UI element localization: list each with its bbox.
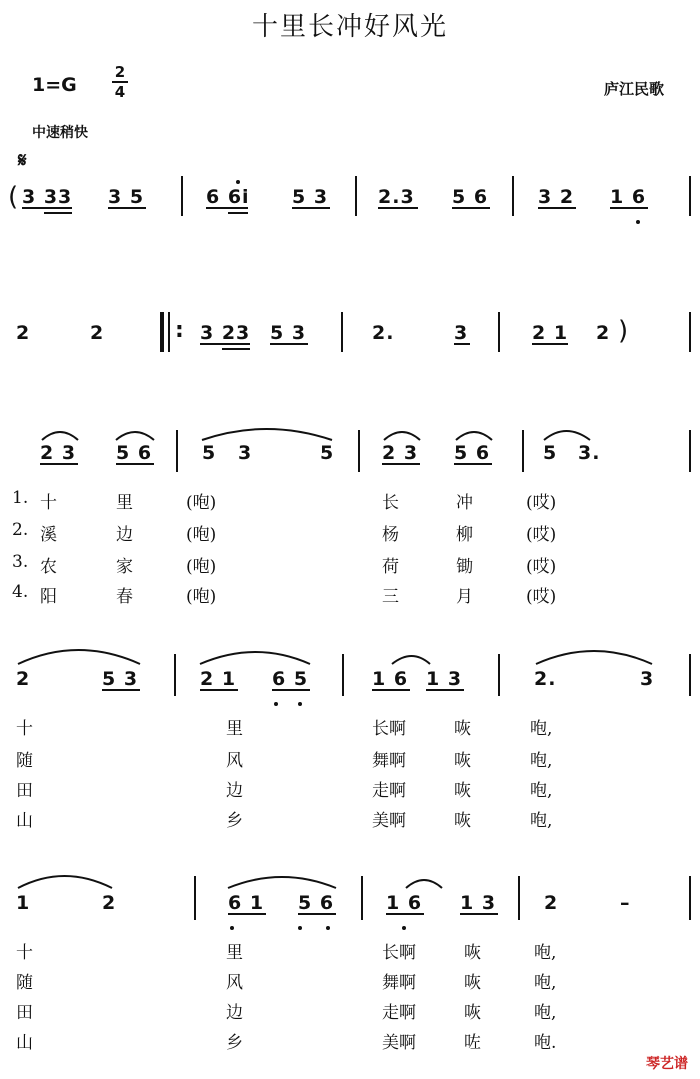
slur-mark bbox=[18, 876, 112, 888]
barline bbox=[194, 876, 196, 920]
lyric-word: 咴 bbox=[454, 811, 471, 831]
note-group: 2 1 bbox=[532, 322, 569, 344]
lyric-word: 农 bbox=[40, 557, 57, 577]
lyric-word: 三 bbox=[382, 587, 399, 607]
lyric-word: 阳 bbox=[40, 587, 57, 607]
note-group: 5 bbox=[202, 442, 217, 464]
lyric-word: 边 bbox=[116, 525, 133, 545]
lyric-word: 十 bbox=[40, 493, 57, 513]
lyric-word: 边 bbox=[226, 781, 243, 801]
lyric-word: 咆. bbox=[534, 1033, 557, 1053]
lyric-word: 柳 bbox=[456, 525, 473, 545]
note-group: 3 2 bbox=[538, 186, 575, 208]
verse-number: 2. bbox=[12, 520, 29, 540]
lyric-word: 十 bbox=[16, 943, 33, 963]
lyric-word: 咆, bbox=[534, 943, 557, 963]
barline bbox=[498, 654, 500, 696]
note-group: 5 bbox=[320, 442, 335, 464]
lyric-word: 咆, bbox=[530, 781, 553, 801]
lyric-word: 咴 bbox=[454, 751, 471, 771]
note-group: 2. bbox=[534, 668, 557, 690]
lyric-word: 长 bbox=[382, 493, 399, 513]
lyric-word: 走啊 bbox=[372, 781, 406, 801]
lyric-word: (咆) bbox=[186, 493, 217, 513]
slur-mark bbox=[200, 652, 310, 664]
note-group: 1 6 bbox=[386, 892, 423, 914]
note-group: 5 6 bbox=[452, 186, 489, 208]
score-title: 十里长冲好风光 bbox=[251, 12, 448, 42]
lyric-word: (哎) bbox=[526, 587, 557, 607]
slur-mark bbox=[544, 431, 590, 440]
barline bbox=[176, 430, 178, 472]
lyric-word: 咆, bbox=[530, 751, 553, 771]
song-source: 庐江民歌 bbox=[603, 80, 664, 98]
lyric-word: 舞啊 bbox=[382, 973, 416, 993]
barline bbox=[518, 876, 520, 920]
lyric-word: 月 bbox=[456, 587, 473, 607]
note-group: 2 3 bbox=[382, 442, 419, 464]
slur-mark bbox=[202, 429, 332, 440]
lyric-word: 咆, bbox=[530, 811, 553, 831]
note-group: 3 bbox=[238, 442, 253, 464]
barline bbox=[181, 176, 183, 216]
lyric-word: 随 bbox=[16, 751, 33, 771]
note-group: 5 3 bbox=[102, 668, 139, 690]
octave-dot-high bbox=[236, 180, 240, 184]
barline bbox=[689, 312, 691, 352]
verse-number: 1. bbox=[12, 488, 29, 508]
lyric-word: 家 bbox=[116, 557, 133, 577]
slur-mark bbox=[228, 877, 336, 888]
barline bbox=[689, 876, 691, 920]
note-group: 5 bbox=[543, 442, 558, 464]
lyric-word: 咴 bbox=[464, 1003, 481, 1023]
slur-mark bbox=[18, 650, 140, 664]
octave-dot-low bbox=[298, 926, 302, 930]
lyric-word: 走啊 bbox=[382, 1003, 416, 1023]
lyric-word: 美啊 bbox=[382, 1033, 416, 1053]
note-group: 2 3 bbox=[40, 442, 77, 464]
lyric-word: 里 bbox=[226, 943, 243, 963]
octave-dot-low bbox=[298, 702, 302, 706]
slur-mark bbox=[116, 432, 154, 440]
note-group: 1 3 bbox=[426, 668, 463, 690]
note-group: 5 3 bbox=[270, 322, 307, 344]
note-group: 3 23 bbox=[200, 322, 251, 344]
note-group: 5 6 bbox=[454, 442, 491, 464]
note-group: 3 5 bbox=[108, 186, 145, 208]
lyric-word: 乡 bbox=[226, 811, 243, 831]
lyric-word: 山 bbox=[16, 1033, 33, 1053]
lyric-word: 长啊 bbox=[372, 719, 406, 739]
lyric-word: 春 bbox=[116, 587, 133, 607]
octave-dot-low bbox=[636, 220, 640, 224]
slur-mark bbox=[456, 432, 492, 440]
barline bbox=[689, 654, 691, 696]
barline bbox=[512, 176, 514, 216]
barline bbox=[355, 176, 357, 216]
note-group: 3 bbox=[454, 322, 469, 344]
note-group: 5 6 bbox=[116, 442, 153, 464]
note-group: 2 1 bbox=[200, 668, 237, 690]
segno-icon: 𝄋 bbox=[18, 148, 27, 172]
octave-dot-low bbox=[402, 926, 406, 930]
lyric-word: (咆) bbox=[186, 557, 217, 577]
note-group: 2.3 bbox=[378, 186, 415, 208]
lyric-word: (哎) bbox=[526, 493, 557, 513]
lyric-word: 乡 bbox=[226, 1033, 243, 1053]
note-group: 6 5 bbox=[272, 668, 309, 690]
lyric-word: 溪 bbox=[40, 525, 57, 545]
octave-dot-low bbox=[230, 926, 234, 930]
lyric-word: 山 bbox=[16, 811, 33, 831]
note-group: 2 bbox=[16, 668, 31, 690]
key-signature: 1=G bbox=[32, 74, 77, 96]
lyric-word: 美啊 bbox=[372, 811, 406, 831]
lyric-word: (咆) bbox=[186, 525, 217, 545]
note-group: 2 bbox=[596, 322, 611, 344]
octave-dot-low bbox=[274, 702, 278, 706]
note-group: 1 3 bbox=[460, 892, 497, 914]
lyric-word: 咆, bbox=[534, 973, 557, 993]
lyric-word: 咆, bbox=[530, 719, 553, 739]
lyric-word: 咴 bbox=[464, 973, 481, 993]
lyric-word: (哎) bbox=[526, 525, 557, 545]
time-sig-bottom: 4 bbox=[114, 83, 126, 101]
note-group: 3. bbox=[578, 442, 601, 464]
note-group: 6 1 bbox=[228, 892, 265, 914]
note-group: 3 33 bbox=[22, 186, 73, 208]
repeat-barline-thick bbox=[160, 312, 164, 352]
note-group: 2 bbox=[90, 322, 105, 344]
lyric-word: 锄 bbox=[456, 557, 473, 577]
watermark-logo: 琴艺谱 bbox=[646, 1056, 688, 1072]
note-group: 3 bbox=[640, 668, 655, 690]
repeat-barline-thin bbox=[168, 312, 170, 352]
slur-mark bbox=[392, 656, 430, 664]
note-group: 2. bbox=[372, 322, 395, 344]
lyric-word: 里 bbox=[226, 719, 243, 739]
barline bbox=[358, 430, 360, 472]
note-group: 6 6i bbox=[206, 186, 250, 208]
note-group: 2 bbox=[16, 322, 31, 344]
note-group: 5 3 bbox=[292, 186, 329, 208]
lyric-word: 边 bbox=[226, 1003, 243, 1023]
barline bbox=[361, 876, 363, 920]
lyric-word: 咴 bbox=[454, 719, 471, 739]
lyric-word: 风 bbox=[226, 973, 243, 993]
note-group: 1 bbox=[16, 892, 31, 914]
lyric-word: 舞啊 bbox=[372, 751, 406, 771]
barline bbox=[174, 654, 176, 696]
barline bbox=[341, 312, 343, 352]
repeat-dots: : bbox=[175, 318, 184, 343]
barline bbox=[498, 312, 500, 352]
time-signature bbox=[112, 64, 128, 100]
note-group: 1 6 bbox=[610, 186, 647, 208]
verse-number: 4. bbox=[12, 582, 29, 602]
note-group: 5 6 bbox=[298, 892, 335, 914]
lyric-word: (哎) bbox=[526, 557, 557, 577]
lyric-word: 荷 bbox=[382, 557, 399, 577]
slur-mark bbox=[384, 432, 420, 440]
open-paren: ( bbox=[8, 182, 19, 212]
lyric-word: 里 bbox=[116, 493, 133, 513]
note-group: 1 6 bbox=[372, 668, 409, 690]
lyric-word: 冲 bbox=[456, 493, 473, 513]
octave-dot-low bbox=[326, 926, 330, 930]
close-paren: ) bbox=[618, 316, 629, 346]
lyric-word: 长啊 bbox=[382, 943, 416, 963]
note-group: 2 bbox=[102, 892, 117, 914]
barline bbox=[689, 176, 691, 216]
lyric-word: 风 bbox=[226, 751, 243, 771]
slur-mark bbox=[42, 432, 78, 440]
barline bbox=[522, 430, 524, 472]
note-group: 2 bbox=[544, 892, 559, 914]
lyric-word: 咴 bbox=[464, 943, 481, 963]
lyric-word: 咗 bbox=[464, 1033, 481, 1053]
lyric-word: 十 bbox=[16, 719, 33, 739]
lyric-word: 杨 bbox=[382, 525, 399, 545]
barline bbox=[689, 430, 691, 472]
tempo-marking: 中速稍快 bbox=[32, 125, 88, 141]
barline bbox=[342, 654, 344, 696]
lyric-word: 随 bbox=[16, 973, 33, 993]
slur-mark bbox=[536, 651, 652, 664]
lyric-word: 咆, bbox=[534, 1003, 557, 1023]
lyric-word: 咴 bbox=[454, 781, 471, 801]
lyric-word: (咆) bbox=[186, 587, 217, 607]
lyric-word: 田 bbox=[16, 781, 33, 801]
verse-number: 3. bbox=[12, 552, 29, 572]
time-sig-top: 2 bbox=[114, 63, 126, 81]
slur-mark bbox=[406, 880, 442, 888]
lyric-word: 田 bbox=[16, 1003, 33, 1023]
note-group: – bbox=[620, 892, 631, 914]
